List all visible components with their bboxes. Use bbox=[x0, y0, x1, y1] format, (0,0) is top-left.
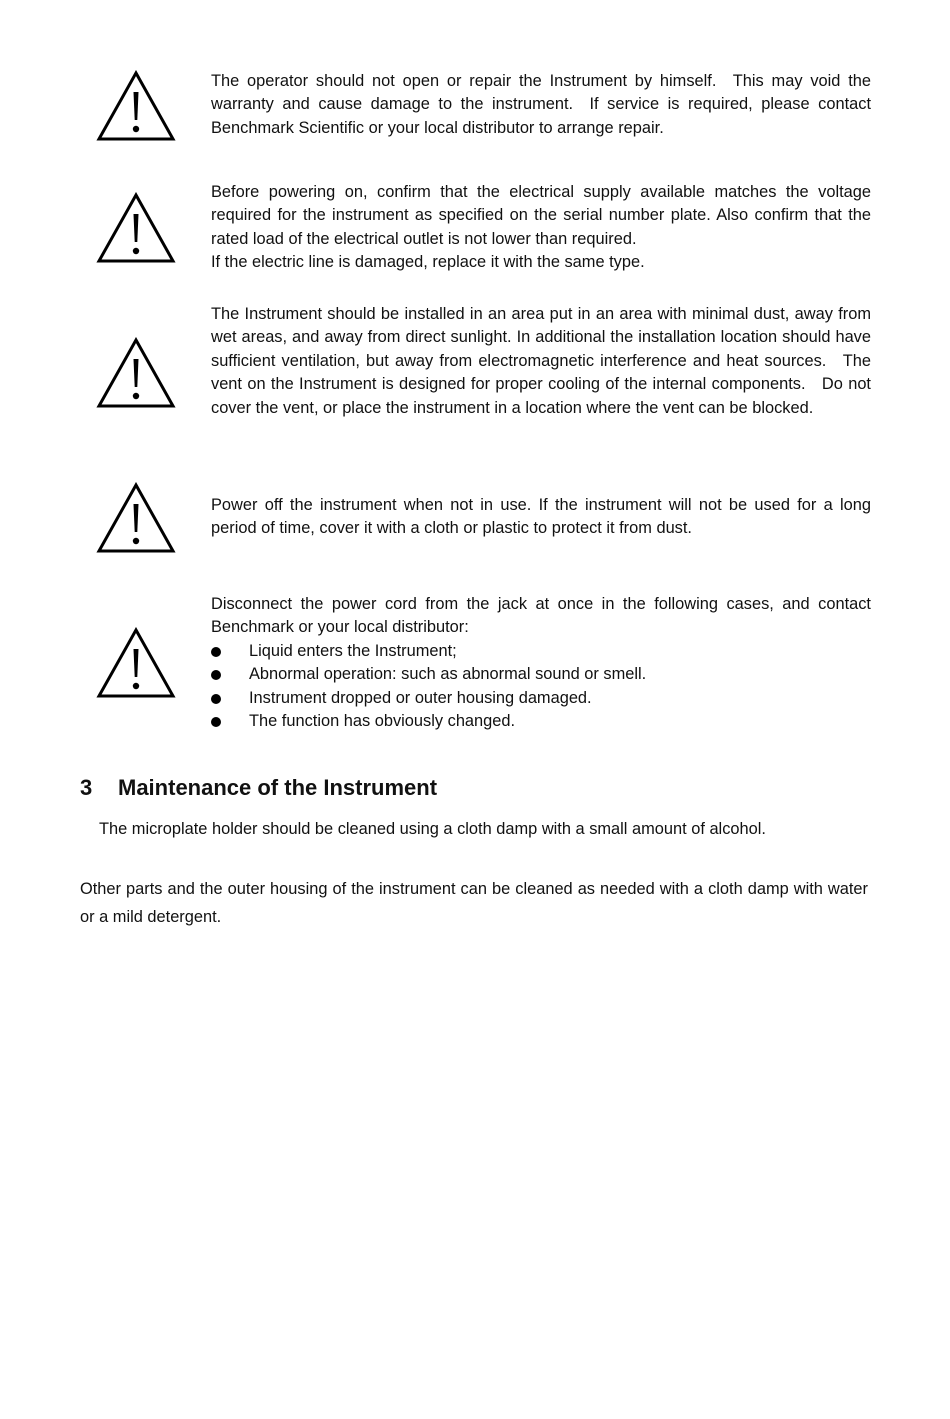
body-paragraph: Other parts and the outer housing of the instrument can be cleaned as needed with a cloth damp with water or a mild detergent. bbox=[80, 880, 868, 926]
warning-paragraph: The operator should not open or repair the Instrument by himself. This may void the warranty and cause damage to the instrument. If service is required, please contact Benchmark Scientific or your local distributor to arrange repair. bbox=[211, 72, 871, 137]
bullet-icon bbox=[211, 694, 221, 704]
section-title: Maintenance of the Instrument bbox=[118, 775, 438, 800]
warning-text bbox=[211, 593, 871, 733]
section-number: 3 bbox=[80, 775, 93, 800]
list-item-text: Abnormal operation: such as abnormal sound or smell. bbox=[249, 665, 647, 684]
list-item bbox=[211, 687, 871, 710]
warning-paragraph: Disconnect the power cord from the jack at once in the following cases, and contact Benchmark or your local distributor: bbox=[211, 595, 871, 637]
list-item bbox=[211, 640, 871, 663]
warning-triangle-icon bbox=[96, 192, 176, 264]
warning-paragraph-extra: If the electric line is damaged, replace it with the same type. bbox=[211, 253, 645, 272]
warning-text bbox=[211, 494, 871, 541]
list-item-text: Instrument dropped or outer housing damaged. bbox=[249, 688, 592, 707]
list-item-text: Liquid enters the Instrument; bbox=[249, 641, 457, 660]
warning-triangle-icon bbox=[96, 627, 176, 699]
bullet-icon bbox=[211, 670, 221, 680]
warning-triangle-icon bbox=[96, 337, 176, 409]
warning-paragraph: The Instrument should be installed in an area put in an area with minimal dust, away from wet areas, and away from direct sunlight. In additional the installation location should have sufficient ventilation, but away from electromagnetic interference and heat sources. The vent on the Instrument is designed for proper cooling of the internal components. Do not cover the vent, or place the instrument in a location where the vent can be blocked. bbox=[211, 305, 871, 417]
warning-paragraph: Before powering on, confirm that the electrical supply available matches the voltage required for the instrument as specified on the serial number plate. Also confirm that the rated load of the electrical outlet is not lower than required. bbox=[211, 183, 871, 248]
body-paragraph: The microplate holder should be cleaned using a cloth damp with a small amount of alcohol. bbox=[99, 820, 766, 838]
bullet-icon bbox=[211, 647, 221, 657]
warning-text bbox=[211, 181, 871, 275]
list-item bbox=[211, 663, 871, 686]
warning-triangle-icon bbox=[96, 482, 176, 554]
warning-text bbox=[211, 70, 871, 140]
warning-text bbox=[211, 303, 871, 420]
list-item bbox=[211, 710, 871, 733]
bullet-list bbox=[211, 640, 871, 734]
bullet-icon bbox=[211, 717, 221, 727]
warning-triangle-icon bbox=[96, 70, 176, 142]
list-item-text: The function has obviously changed. bbox=[249, 712, 516, 731]
warning-paragraph: Power off the instrument when not in use. If the instrument will not be used for a long period of time, cover it with a cloth or plastic to protect it from dust. bbox=[211, 496, 871, 538]
section-heading bbox=[80, 775, 437, 801]
